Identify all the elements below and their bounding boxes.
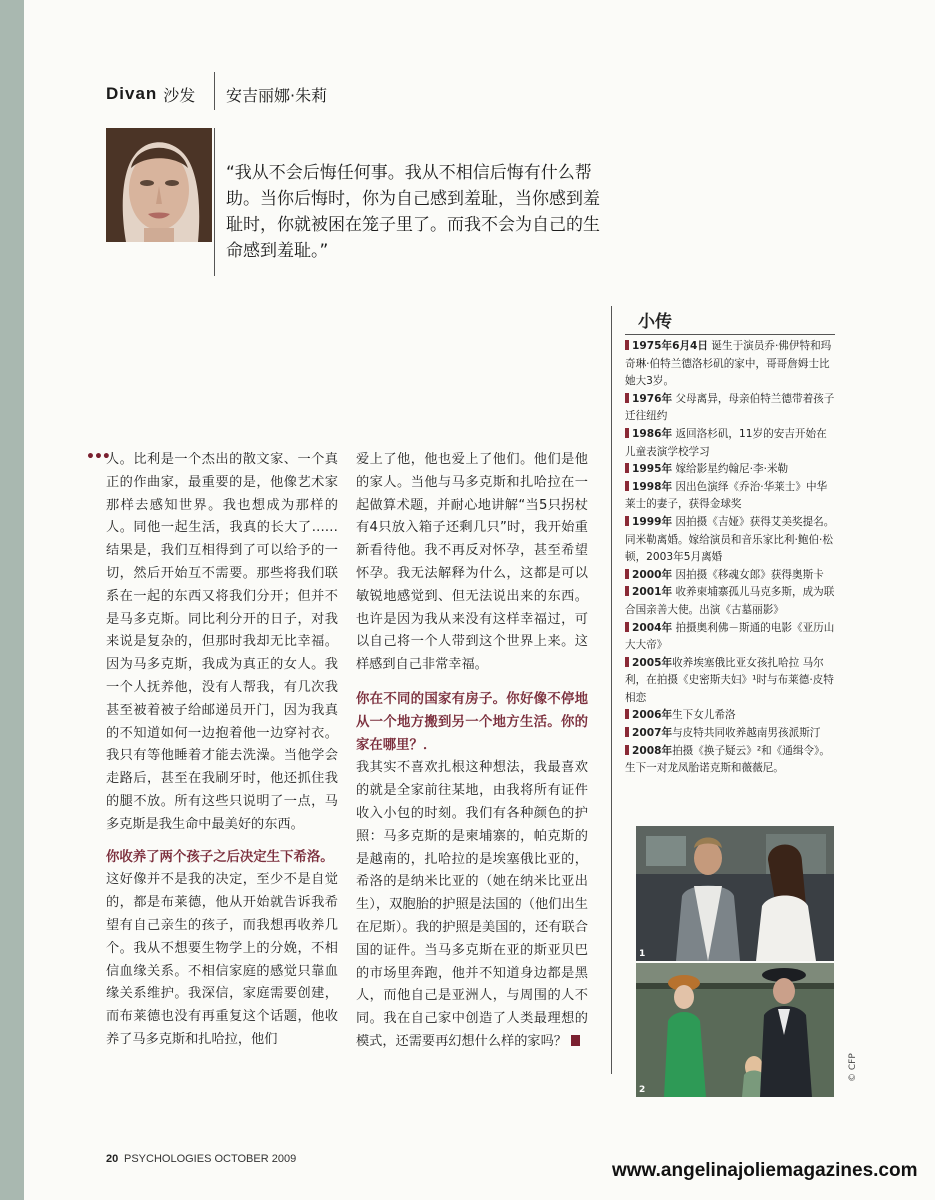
entry-marker-icon [625,481,629,491]
paragraph: 爱上了他，他也爱上了他们。他们是他的家人。当他与马多克斯和扎哈拉在一起做算术题，并耐心地讲解“当5只拐杖有4只放入箱子还剩几只”时，我开始重新看待他。我不再反对怀孕，甚至希望怀孕。我无法解释为什么，这都是可以敏锐地感觉到、但无法说出来的东西。也许是因为我从来没有这样幸福过，可以自己将一个人带到这个世界上来。这样感到自己非常幸福。 [356,452,588,673]
film-still-2 [636,963,834,1097]
photo-number: 2 [639,1085,646,1095]
header-divider [214,72,215,110]
magazine-issue: PSYCHOLOGIES OCTOBER 2009 [124,1153,297,1165]
film-still-1 [636,826,834,961]
watermark-url: www.angelinajoliemagazines.com [612,1160,918,1181]
page-number: 20 [106,1153,119,1165]
paragraph: 这好像并不是我的决定，至少不是自觉的，都是布莱德，他从开始就告诉我希望有自己亲生的孩子，而我想再收养几个。我从不想要生物学上的分娩，不相信血缘关系。不相信家庭的感觉只靠血缘关系维护。我深信，家庭需要创建，而布莱德也没有再重复这个话题，他收养了马多克斯和扎哈拉，他们 [106,872,338,1047]
paragraph: 人。比利是一个杰出的散文家、一个真正的作曲家，最重要的是，他像艺术家那样去感知世界。我也想成为那样的人。同他一起生活，我真的长大了……结果是，我们互相得到了可以给予的一切，然后开始互不需要。那些将我们联系在一起的东西又将我们分开；但并不是马多克斯。同比利分开的日子，对我来说是复杂的，但那时我却无比幸福。因为马多克斯，我成为真正的女人。我一个人抚养他，没有人帮我，有几次我甚至被着被子给邮递员开门，因为我真的不知道如何一边抱着他一边穿衬衣。我只有等他睡着才能去洗澡。当他学会走路后，甚至在我刷牙时，他还抓住我的腿不放。所有这些只说明了一点，马多克斯是我生命中最美好的东西。 [106,452,338,832]
entry-marker-icon [625,657,629,667]
bio-entry: 1975年6月4日 诞生于演员乔·佛伊特和玛奇琳·伯特兰德洛杉矶的家中，哥哥詹姆士比她大3岁。 [625,340,832,388]
photo-credit: © CFP [848,1053,858,1082]
entry-marker-icon [625,569,629,579]
entry-marker-icon [625,727,629,737]
interview-question: 你收养了两个孩子之后决定生下希洛。 [106,849,334,865]
section-header [106,80,328,108]
page-edge-strip [0,0,24,1200]
sidebar-rule [625,334,835,335]
article-column-2 [356,449,588,1054]
bio-entry: 2006年生下女儿希洛 [625,707,837,725]
section-label-zh: 沙发 [163,85,196,105]
subject-name: 安吉丽娜·朱莉 [226,85,328,105]
photo-number: 1 [639,949,646,959]
article-column-1 [106,449,338,1052]
sidebar-title: 小传 [638,312,672,332]
entry-marker-icon [625,709,629,719]
continuation-marker: ••• [86,449,110,465]
bio-entry: 1976年 父母离异，母亲伯特兰德带着孩子迁往纽约 [625,392,835,423]
interview-question: 你在不同的国家有房子。你好像不停地从一个地方搬到另一个地方生活。你的家在哪里？． [356,691,588,753]
bio-entry: 1986年 返回洛杉矶，11岁的安吉开始在儿童表演学校学习 [625,427,827,458]
sidebar-divider [611,306,612,1074]
entry-marker-icon [625,340,629,350]
portrait-photo [106,128,212,242]
paragraph: 我其实不喜欢扎根这种想法，我最喜欢的就是全家前往某地，由我将所有证件收入小包的时刻。我们有各种颜色的护照：马多克斯的是柬埔寨的，帕克斯的是越南的，扎哈拉的是埃塞俄比亚的，希洛的是纳米比亚的（她在纳米比亚出生），双胞胎的护照是法国的（他们出生在尼斯）。我的护照是美国的，还有联合国的证件。当马多克斯在亚的斯亚贝巴的市场里奔跑，他并不知道身边都是黑人，而他自己是亚洲人，与周围的人不同。我在自己家中创造了人类最理想的模式，还需要再幻想什么样的家吗？ [356,760,588,1049]
bio-entry: 2000年 因拍摄《移魂女郎》获得奥斯卡 [625,567,837,585]
entry-marker-icon [625,516,629,526]
bio-entry: 2004年 拍摄奥利佛－斯通的电影《亚历山大大帝》 [625,621,835,652]
entry-marker-icon [625,393,629,403]
entry-marker-icon [625,622,629,632]
bio-entry: 1995年 嫁给影星约翰尼·李·米勒 [625,461,837,479]
quote-divider [214,128,215,276]
entry-marker-icon [625,745,629,755]
bio-entry: 2001年 收养柬埔寨孤儿马克多斯，成为联合国亲善大使。出演《古墓丽影》 [625,586,835,616]
section-label-en: Divan [106,84,158,103]
entry-marker-icon [625,428,629,438]
entry-marker-icon [625,586,629,596]
bio-entry: 1999年 因拍摄《吉娅》获得艾美奖提名。同米勒离婚。嫁给演员和音乐家比利·鲍伯·松顿，2003年5月离婚 [625,515,835,564]
end-mark-icon [571,1035,580,1046]
bio-entry: 2007年与皮特共同收养越南男孩派斯汀 [625,725,837,743]
bio-entry: 2005年收养埃塞俄比亚女孩扎哈拉 马尔利，在拍摄《史密斯夫妇》¹时与布莱德·皮特相恋 [625,656,834,704]
pull-quote: “我从不会后悔任何事。我从不相信后悔有什么帮助。当你后悔时，你为自己感到羞耻，当你感到羞耻时，你就被困在笼子里了。而我不会为自己的生命感到羞耻。” [226,163,600,261]
bio-entry: 2008年拍摄《换子疑云》²和《通缉令》。生下一对龙凤胎诺克斯和薇薇尼。 [625,744,830,775]
bio-timeline [625,338,837,778]
bio-entry: 1998年 因出色演绎《乔治·华莱士》中华莱士的妻子，获得金球奖 [625,480,828,511]
entry-marker-icon [625,463,629,473]
